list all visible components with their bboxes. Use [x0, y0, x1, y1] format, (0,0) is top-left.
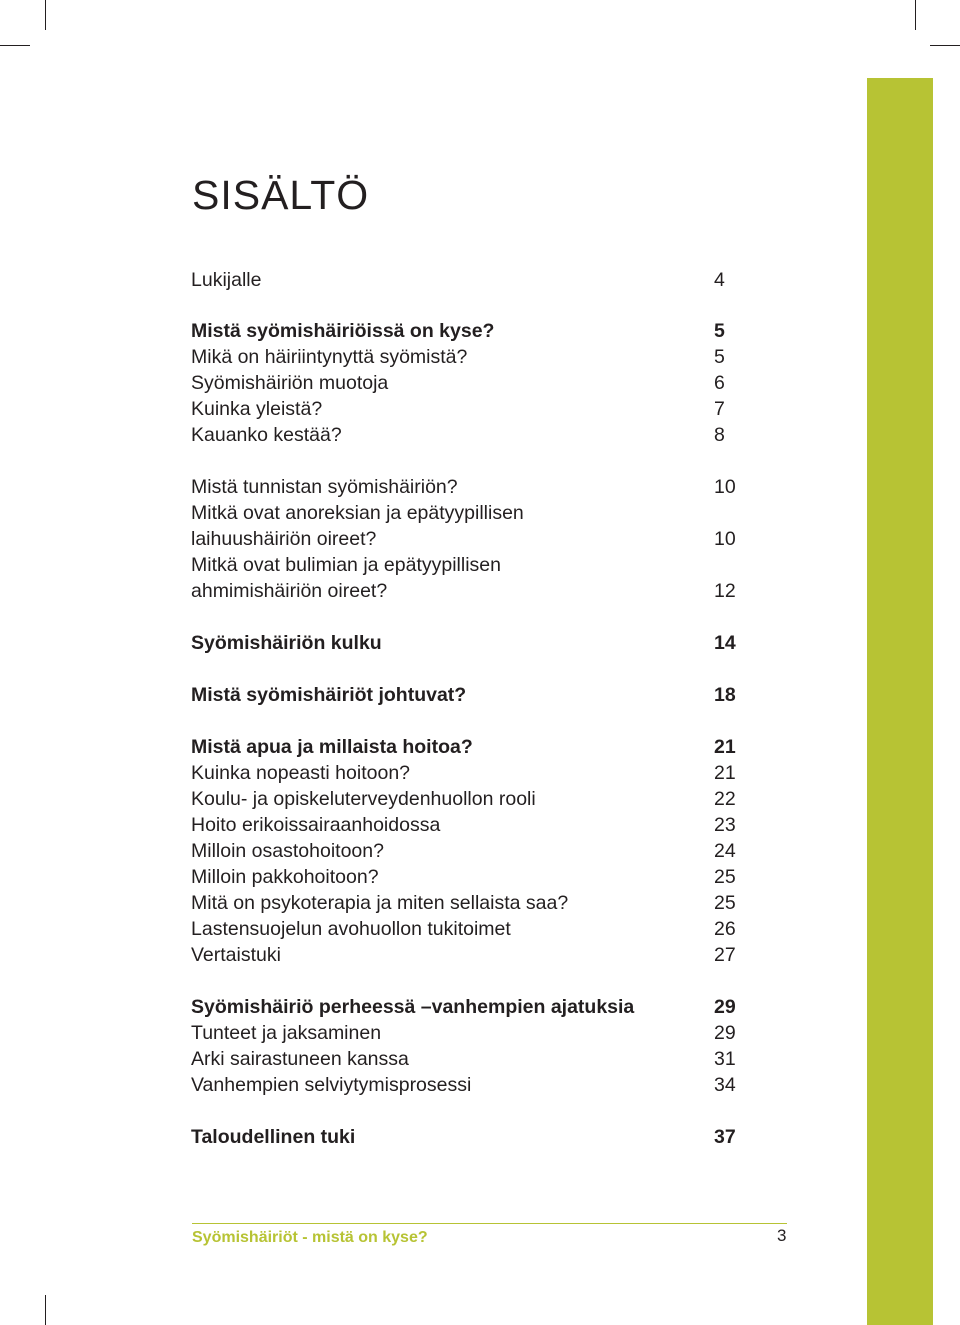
toc-entry — [191, 552, 751, 578]
toc-entry-page: 26 — [714, 918, 736, 940]
toc-entry — [191, 734, 751, 760]
toc-entry-page: 31 — [714, 1048, 736, 1070]
toc-entry-title: Mistä apua ja millaista hoitoa? — [191, 736, 473, 758]
toc-entry-page: 10 — [714, 476, 736, 498]
toc-entry-page: 6 — [714, 372, 725, 394]
toc-entry-page: 22 — [714, 788, 736, 810]
toc-entry-title: Syömishäiriön muotoja — [191, 372, 389, 394]
crop-mark — [930, 45, 960, 46]
toc-entry-title: Mitä on psykoterapia ja miten sellaista saa? — [191, 892, 569, 914]
toc-entry-title: Milloin osastohoitoon? — [191, 840, 384, 862]
toc-entry-page: 23 — [714, 814, 736, 836]
toc-entry — [191, 422, 751, 448]
toc-entry — [191, 916, 751, 942]
toc-entry — [191, 500, 751, 526]
toc-entry-title: Lastensuojelun avohuollon tukitoimet — [191, 918, 511, 940]
toc-entry — [191, 890, 751, 916]
toc-entry-page: 4 — [714, 269, 725, 291]
page-number: 3 — [777, 1226, 787, 1245]
page-title: SISÄLTÖ — [192, 172, 370, 218]
toc-entry-title: Vanhempien selviytymisprosessi — [191, 1074, 472, 1096]
toc-entry — [191, 682, 751, 708]
toc-entry — [191, 838, 751, 864]
toc-entry — [191, 630, 751, 656]
toc-entry-page: 21 — [714, 736, 736, 758]
toc-entry-title: ahmimishäiriön oireet? — [191, 580, 388, 602]
toc-entry-page: 29 — [714, 996, 736, 1018]
toc-entry-page: 24 — [714, 840, 736, 862]
toc-entry-page: 5 — [714, 320, 725, 342]
toc-entry-page: 10 — [714, 528, 736, 550]
crop-mark — [915, 0, 916, 30]
side-color-band — [867, 78, 933, 1325]
toc-entry-title: Syömishäiriö perheessä –vanhempien ajatuksia — [191, 996, 635, 1018]
footer-divider — [192, 1223, 787, 1224]
toc-entry-title: Tunteet ja jaksaminen — [191, 1022, 382, 1044]
toc-entry — [191, 267, 751, 293]
toc-entry — [191, 474, 751, 500]
toc-entry-title: Kuinka yleistä? — [191, 398, 323, 420]
toc-entry — [191, 1020, 751, 1046]
toc-entry-title: Kauanko kestää? — [191, 424, 342, 446]
toc-entry-title: Mistä tunnistan syömishäiriön? — [191, 476, 458, 498]
toc-entry — [191, 994, 751, 1020]
toc-entry — [191, 1072, 751, 1098]
toc-entry-title: Koulu- ja opiskeluterveydenhuollon rooli — [191, 788, 536, 810]
toc-entry-page: 25 — [714, 866, 736, 888]
toc-entry-title: Mitkä ovat anoreksian ja epätyypillisen — [191, 502, 524, 524]
toc-entry-page: 34 — [714, 1074, 736, 1096]
toc-entry-title: Mistä syömishäiriöissä on kyse? — [191, 320, 495, 342]
toc-entry — [191, 1046, 751, 1072]
toc-entry — [191, 942, 751, 968]
toc-entry-page: 25 — [714, 892, 736, 914]
toc-entry-title: Kuinka nopeasti hoitoon? — [191, 762, 411, 784]
toc-entry-title: Lukijalle — [191, 269, 262, 291]
toc-entry-page: 7 — [714, 398, 725, 420]
crop-mark — [45, 1295, 46, 1325]
toc-entry — [191, 344, 751, 370]
toc-entry — [191, 526, 751, 552]
toc-entry — [191, 318, 751, 344]
toc-entry-page: 12 — [714, 580, 736, 602]
toc-entry — [191, 864, 751, 890]
toc-entry-title: Taloudellinen tuki — [191, 1126, 356, 1148]
toc-entry — [191, 786, 751, 812]
toc-entry-page: 21 — [714, 762, 736, 784]
toc-entry-page: 29 — [714, 1022, 736, 1044]
toc-entry-page: 5 — [714, 346, 725, 368]
toc-entry-title: Arki sairastuneen kanssa — [191, 1048, 409, 1070]
toc-entry-title: Milloin pakkohoitoon? — [191, 866, 379, 888]
toc-entry-title: Hoito erikoissairaanhoidossa — [191, 814, 441, 836]
toc-entry-title: Syömishäiriön kulku — [191, 632, 382, 654]
toc-entry — [191, 1124, 751, 1150]
toc-entry-title: laihuushäiriön oireet? — [191, 528, 377, 550]
toc-entry-page: 27 — [714, 944, 736, 966]
toc-entry-title: Vertaistuki — [191, 944, 281, 966]
toc-entry — [191, 370, 751, 396]
toc-entry — [191, 760, 751, 786]
footer-title: Syömishäiriöt - mistä on kyse? — [192, 1229, 428, 1246]
toc-entry — [191, 396, 751, 422]
toc-entry-page: 14 — [714, 632, 736, 654]
toc-entry-page: 18 — [714, 684, 736, 706]
crop-mark — [0, 45, 30, 46]
toc-entry-page: 8 — [714, 424, 725, 446]
toc-entry-title: Mitkä ovat bulimian ja epätyypillisen — [191, 554, 501, 576]
toc-entry — [191, 812, 751, 838]
toc-entry-page: 37 — [714, 1126, 736, 1148]
toc-entry-title: Mikä on häiriintynyttä syömistä? — [191, 346, 468, 368]
crop-mark — [45, 0, 46, 30]
toc-entry — [191, 578, 751, 604]
toc-entry-title: Mistä syömishäiriöt johtuvat? — [191, 684, 467, 706]
